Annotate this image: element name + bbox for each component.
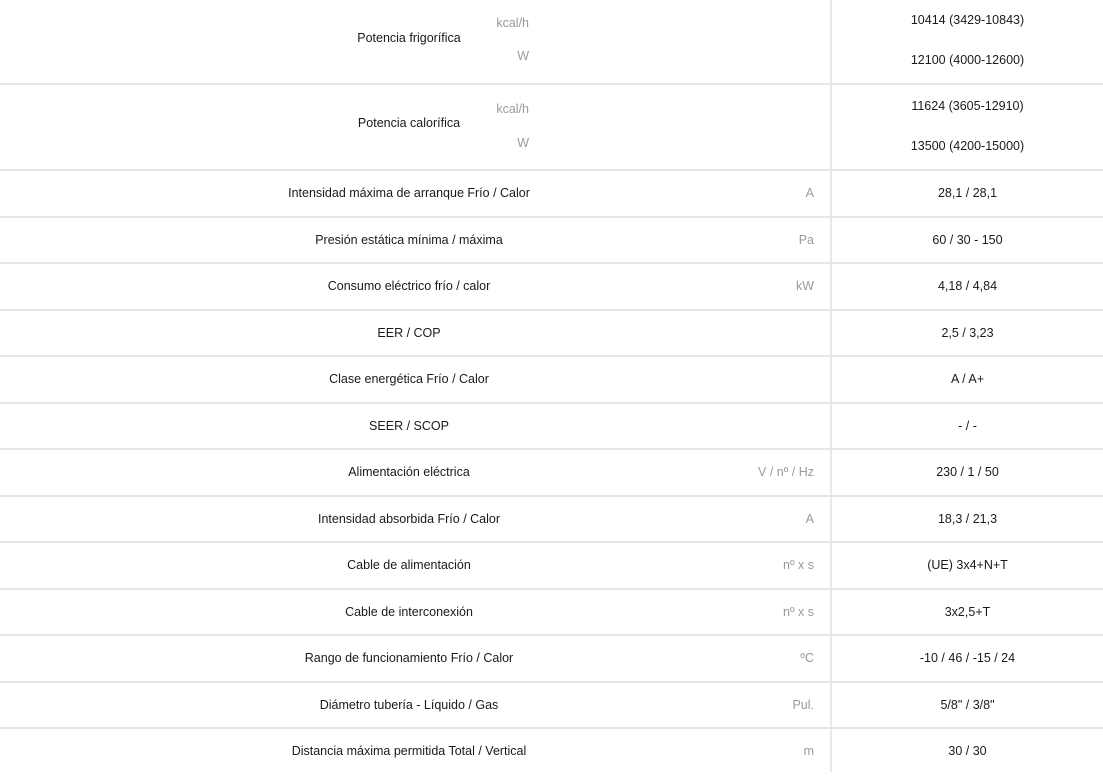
spec-unit: A	[805, 186, 814, 200]
spec-unit: ºC	[800, 651, 814, 665]
spec-unit: Pul.	[792, 697, 814, 712]
spec-label: Cable de interconexión	[345, 604, 473, 619]
spec-label: Consumo eléctrico frío / calor	[327, 279, 491, 293]
spec-value: 18,3 / 21,3	[937, 511, 998, 526]
table-row	[0, 311, 1103, 358]
table-row	[0, 218, 1103, 265]
spec-value: 30 / 30	[948, 744, 987, 758]
spec-label: EER / COP	[377, 325, 441, 340]
spec-label: Distancia máxima permitida Total / Vertical	[291, 744, 527, 758]
spec-value: 28,1 / 28,1	[937, 186, 998, 200]
spec-unit: kW	[795, 279, 814, 293]
spec-label: Potencia frigorífica	[357, 31, 461, 45]
spec-value: 12100 (4000-12600)	[910, 53, 1025, 67]
spec-unit: m	[803, 744, 814, 758]
spec-label: Potencia calorífica	[357, 116, 461, 130]
table-row	[0, 636, 1103, 683]
table-row	[0, 357, 1103, 404]
spec-label: Rango de funcionamiento Frío / Calor	[304, 651, 514, 665]
table-row	[0, 590, 1103, 637]
spec-label: SEER / SCOP	[369, 418, 449, 433]
spec-label: Clase energética Frío / Calor	[329, 372, 489, 386]
spec-unit: nº x s	[783, 604, 814, 619]
spec-value: 10414 (3429-10843)	[910, 13, 1025, 27]
spec-unit: nº x s	[783, 558, 814, 572]
spec-unit: V / nº / Hz	[758, 465, 814, 479]
spec-unit: kcal/h	[496, 102, 529, 116]
spec-value: 11624 (3605-12910)	[911, 99, 1024, 113]
spec-value: A / A+	[950, 372, 984, 386]
spec-value: 3x2,5+T	[944, 604, 991, 619]
table-row	[0, 729, 1103, 776]
spec-label: Alimentación eléctrica	[348, 465, 470, 479]
table-row	[0, 171, 1103, 218]
spec-value: 13500 (4200-15000)	[910, 139, 1025, 153]
table-row	[0, 85, 1103, 171]
table-row	[0, 543, 1103, 590]
spec-label: Cable de alimentación	[347, 558, 471, 572]
spec-unit: Pa	[798, 232, 814, 247]
spec-value: 5/8" / 3/8"	[940, 697, 995, 712]
spec-label: Intensidad máxima de arranque Frío / Calor	[288, 186, 530, 200]
spec-unit: A	[805, 511, 814, 526]
spec-value: - / -	[958, 418, 977, 433]
spec-unit: W	[517, 136, 529, 150]
spec-label: Diámetro tubería - Líquido / Gas	[319, 697, 499, 712]
spec-value: 2,5 / 3,23	[941, 325, 994, 340]
spec-label: Presión estática mínima / máxima	[315, 232, 503, 247]
spec-value: (UE) 3x4+N+T	[927, 558, 1008, 572]
spec-label: Intensidad absorbida Frío / Calor	[317, 511, 501, 526]
table-row	[0, 0, 1103, 85]
table-row	[0, 404, 1103, 451]
spec-value: 230 / 1 / 50	[936, 465, 999, 479]
spec-unit: kcal/h	[496, 16, 529, 30]
table-row	[0, 497, 1103, 544]
spec-value: 60 / 30 - 150	[932, 232, 1003, 247]
table-row	[0, 450, 1103, 497]
table-row	[0, 683, 1103, 730]
spec-value: -10 / 46 / -15 / 24	[919, 651, 1016, 665]
spec-value: 4,18 / 4,84	[937, 279, 998, 293]
table-row	[0, 264, 1103, 311]
spec-unit: W	[517, 49, 529, 63]
